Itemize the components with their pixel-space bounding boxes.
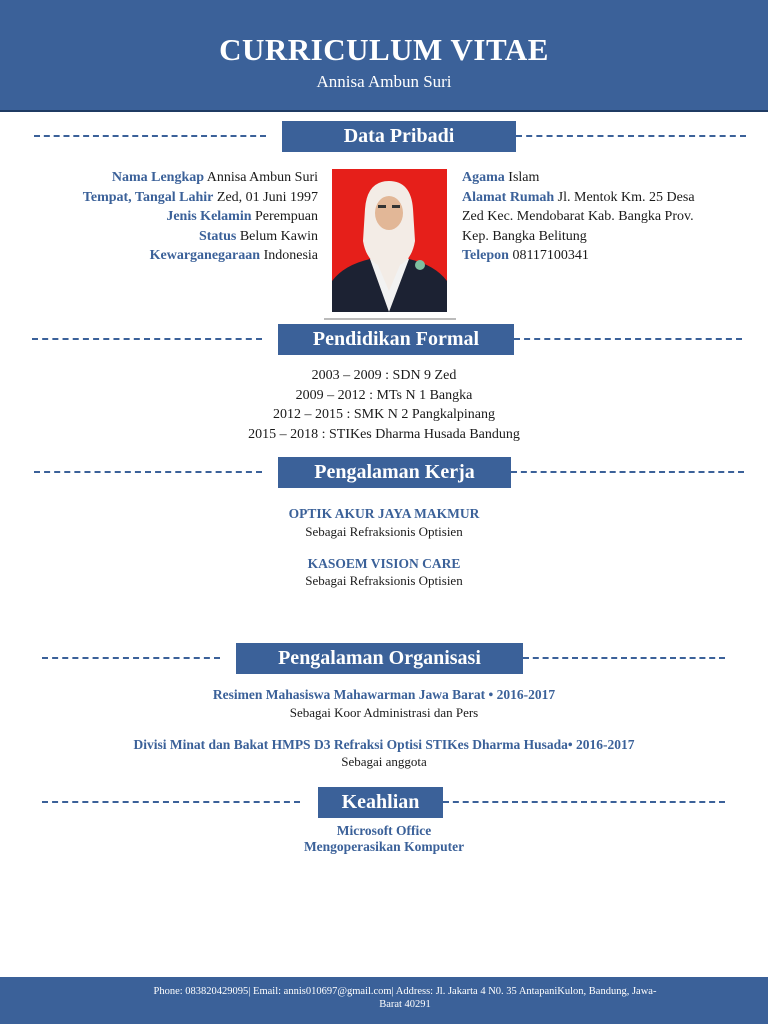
organization-name: Divisi Minat dan Bakat HMPS D3 Refraksi Optisi STIKes Dharma Husada• 2016-2017: [133, 736, 635, 752]
divider-line: [511, 471, 744, 473]
field-label: Tempat, Tangal Lahir: [82, 189, 214, 205]
field-label: Agama: [462, 170, 505, 185]
personal-row: [462, 188, 732, 208]
footer-contact-bar: [0, 977, 768, 1024]
personal-row: [462, 168, 732, 188]
personal-row: [0, 227, 318, 247]
personal-row: [462, 246, 732, 266]
section-personal: [0, 121, 768, 153]
field-value: 08117100341: [512, 248, 589, 263]
field-value: Belum Kawin: [239, 228, 318, 244]
field-value: Zed, 01 Juni 1997: [216, 189, 318, 205]
divider-line: [514, 338, 742, 340]
address-continuation: Kep. Bangka Belitung: [462, 228, 587, 244]
personal-left-column: [0, 168, 318, 266]
organization-list: [0, 685, 768, 770]
personal-row: [0, 188, 318, 208]
personal-row: [0, 207, 318, 227]
list-item: 2012 – 2015 : SMK N 2 Pangkalpinang: [272, 407, 496, 422]
field-label: Status: [198, 228, 237, 244]
work-role: Sebagai Refraksionis Optisien: [305, 523, 463, 539]
section-title-skills: Keahlian: [318, 787, 443, 818]
skills-list: [0, 823, 768, 855]
field-value: Annisa Ambun Suri: [206, 170, 318, 185]
list-item: 2015 – 2018 : STIKes Dharma Husada Bandung: [248, 426, 520, 442]
footer-line: Phone: 083820429095| Email: annis010697@gmail.com| Address: Jl. Jakarta 4 N0. 35 AntapaniKulon, Bandung, Jawa-: [153, 986, 657, 997]
organization-role: Sebagai Koor Administrasi dan Pers: [289, 704, 479, 720]
work-role: Sebagai Refraksionis Optisien: [305, 573, 463, 588]
field-label: Telepon: [462, 248, 509, 263]
footer-text: [120, 985, 690, 1011]
field-value: Perempuan: [255, 209, 318, 224]
footer-line: Barat 40291: [379, 999, 431, 1010]
organization-role: Sebagai anggota: [341, 754, 427, 769]
skill-item: Microsoft Office: [336, 823, 432, 838]
personal-right-column: [462, 168, 732, 266]
field-label: Alamat Rumah: [462, 189, 555, 205]
divider-line: [42, 801, 300, 803]
divider-line: [32, 338, 262, 340]
divider-line: [523, 657, 725, 659]
personal-row: [0, 246, 318, 266]
section-title-work: Pengalaman Kerja: [278, 457, 511, 488]
divider-line: [34, 135, 266, 137]
profile-photo: [332, 169, 447, 312]
skill-item: Mengoperasikan Komputer: [303, 839, 465, 854]
organization-name: Resimen Mahasiswa Mahawarman Jawa Barat • 2016-2017: [212, 687, 556, 702]
section-title-personal: Data Pribadi: [282, 121, 516, 152]
photo-underline: [324, 318, 456, 320]
section-education: [0, 324, 768, 356]
divider-line: [42, 657, 220, 659]
section-organization: [0, 643, 768, 675]
education-list: [0, 366, 768, 444]
section-title-organization: Pengalaman Organisasi: [236, 643, 523, 674]
divider-line: [34, 471, 262, 473]
address-continuation: Zed Kec. Mendobarat Kab. Bangka Prov.: [462, 209, 694, 224]
list-item: 2003 – 2009 : SDN 9 Zed: [311, 368, 457, 383]
section-title-education: Pendidikan Formal: [278, 324, 514, 355]
field-value: Islam: [508, 170, 540, 185]
profile-photo-illustration: [332, 169, 447, 312]
work-company: KASOEM VISION CARE: [307, 555, 461, 571]
divider-line: [516, 135, 746, 137]
list-item: 2009 – 2012 : MTs N 1 Bangka: [295, 387, 473, 403]
field-label: Nama Lengkap: [111, 170, 205, 185]
personal-row: [0, 168, 318, 188]
field-value: Indonesia: [263, 248, 318, 263]
field-label: Jenis Kelamin: [166, 209, 252, 224]
field-value: Jl. Mentok Km. 25 Desa: [557, 189, 695, 205]
header-banner: [0, 0, 768, 112]
page-title: CURRICULUM VITAE: [219, 32, 549, 67]
person-name: Annisa Ambun Suri: [316, 72, 452, 91]
divider-line: [443, 801, 725, 803]
section-skills: [0, 787, 768, 819]
field-label: Kewarganegaraan: [149, 248, 261, 263]
section-work: [0, 457, 768, 489]
work-list: [0, 504, 768, 589]
work-company: OPTIK AKUR JAYA MAKMUR: [288, 506, 480, 521]
